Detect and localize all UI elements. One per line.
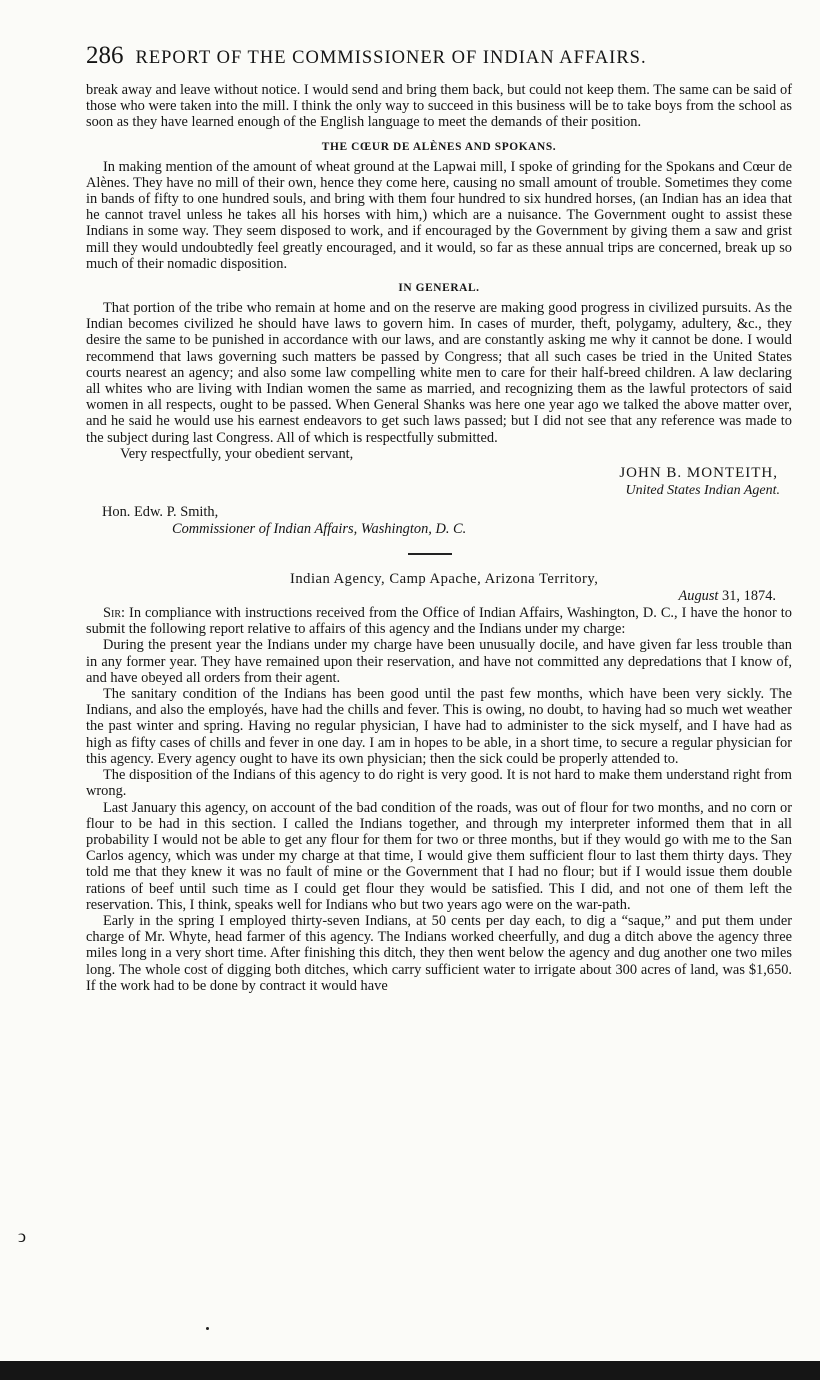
section-heading: IN GENERAL. — [398, 282, 480, 295]
margin-mark: ↄ — [18, 1226, 26, 1246]
letter-date — [86, 588, 792, 605]
closing-line: Very respectfully, your obedient servant, — [120, 445, 354, 462]
paragraph-text: In compliance with instructions received from the Office of Indian Affairs, Washington, D. C., I have the honor to submit the following report relative to affairs of this agency and the Indians under my charge: — [86, 605, 792, 638]
addressee-name: Hon. Edw. P. Smith, — [102, 504, 219, 521]
date-month: August — [678, 588, 719, 605]
paragraph: That portion of the tribe who remain at home and on the reserve are making good progress in civilized pursuits. As the Indian becomes civilized he should have laws to govern him. In cases of murder, theft, polygamy, adultery, &c., they desire the same to be punished in accordance with our laws, and are constantly asking me why it cannot be done. I would recommend that laws governing such matters be passed by Congress; that all such cases be tried in the United States courts nearest an agency; and also some law compelling white men to care for their half-breed children. A law declaring all whites who are living with Indian women the same as married, and recognizing them as the lawful protectors of said women in all respects, ought to be passed. When General Shanks was here one year ago we talked the above matter over, and he said he would use his earnest endeavors to get such laws passed; but I did not see that any reference was made to the subject during last Congress. All of which is respectfully submitted. — [86, 300, 792, 446]
paragraph: Early in the spring I employed thirty-seven Indians, at 50 cents per day each, to dig a “saque,” and put them under charge of Mr. Whyte, head farmer of this agency. The Indians worked cheerfully, and dug a ditch above the agency three miles long in a very short time. After finishing this ditch, they then went below the agency and dug another one two miles long. The whole cost of digging both ditches, which carry sufficient water to irrigate about 300 acres of land, was $1,650. If the work had to be done by contract it would have — [86, 912, 792, 994]
paragraph: In making mention of the amount of wheat ground at the Lapwai mill, I spoke of grinding for the Spokans and Cœur de Alènes. They have no mill of their own, hence they come here, causing no small amount of trouble. Sometimes they come in bands of fifty to one hundred souls, and bring with them four hundred to six hundred horses, (an Indian has an idea that he cannot travel unless he takes all his horses with him,) which are a nuisance. The Government ought to assist these Indians in some way. They seem disposed to work, and if encouraged by the Government by giving them a saw and grist mill they would undoubtedly feel greatly encouraged, and it would, so far as these annual trips are concerned, break up so much of their nomadic disposition. — [86, 158, 792, 272]
paragraph: Last January this agency, on account of the bad condition of the roads, was out of flour for two months, and no corn or flour to be had in this section. I called the Indians together, and through my interpreter informed them that in all probability I would not be able to get any flour for them for two or three months, but if they would go with me to the San Carlos agency, which was under my charge at that time, I would give them sufficient flour to last them thirty days. They told me that they knew it was no fault of mine or the Government that I had no flour; but if I would issue them double rations of beef until such time as I could get flour they would be satisfied. This I did, and not one of them left the reservation. This, I think, speaks well for Indians who but two years ago were on the war-path. — [86, 799, 792, 913]
paragraph: During the present year the Indians under my charge have been unusually docile, and have given far less trouble than in any former year. They have remained upon their reservation, and have not committed any depredations that I know of, and have obeyed all orders from their agent. — [86, 637, 792, 686]
paragraph: break away and leave without notice. I would send and bring them back, but could not keep them. The same can be said of those who were taken into the mill. I think the only way to succeed in this business will be to take boys from the school as soon as they have learned enough of the English language to meet the demands of their position. — [86, 82, 792, 131]
running-title: REPORT OF THE COMMISSIONER OF INDIAN AFFAIRS. — [135, 48, 647, 68]
paragraph: The sanitary condition of the Indians has been good until the past few months, which have been very sickly. The Indians, and also the employés, have had the chills and fever. This is owing, no doubt, to having had so much wet weather the past winter and spring. Having no regular physician, I have had to administer to the sick myself, and I have had as high as fifty cases of chills and fever in one day. I am in hopes to be able, in a short time, to secure a regular physician for this agency. Every agency ought to have its own physician; then the sick could be properly attended to. — [86, 686, 792, 767]
date-rest: 31, 1874. — [718, 588, 776, 605]
paragraph: The disposition of the Indians of this agency to do right is very good. It is not hard to make them understand right from wrong. — [86, 767, 792, 800]
letter-divider — [408, 553, 452, 555]
document-page — [86, 42, 792, 994]
ink-speck — [206, 1327, 209, 1330]
paragraph — [86, 605, 792, 637]
salutation: Sir: — [103, 605, 126, 622]
signature-name: JOHN B. MONTEITH, — [619, 465, 778, 482]
scan-border — [0, 1361, 820, 1380]
section-heading: THE CŒUR DE ALÈNES AND SPOKANS. — [321, 140, 557, 153]
addressee-detail: Commissioner of Indian Affairs, Washington, D. C. — [172, 521, 467, 538]
page-number: 286 — [86, 42, 124, 69]
page-header — [86, 42, 792, 82]
letter-heading: Indian Agency, Camp Apache, Arizona Territory, — [290, 571, 599, 588]
signature-title: United States Indian Agent. — [625, 483, 780, 499]
